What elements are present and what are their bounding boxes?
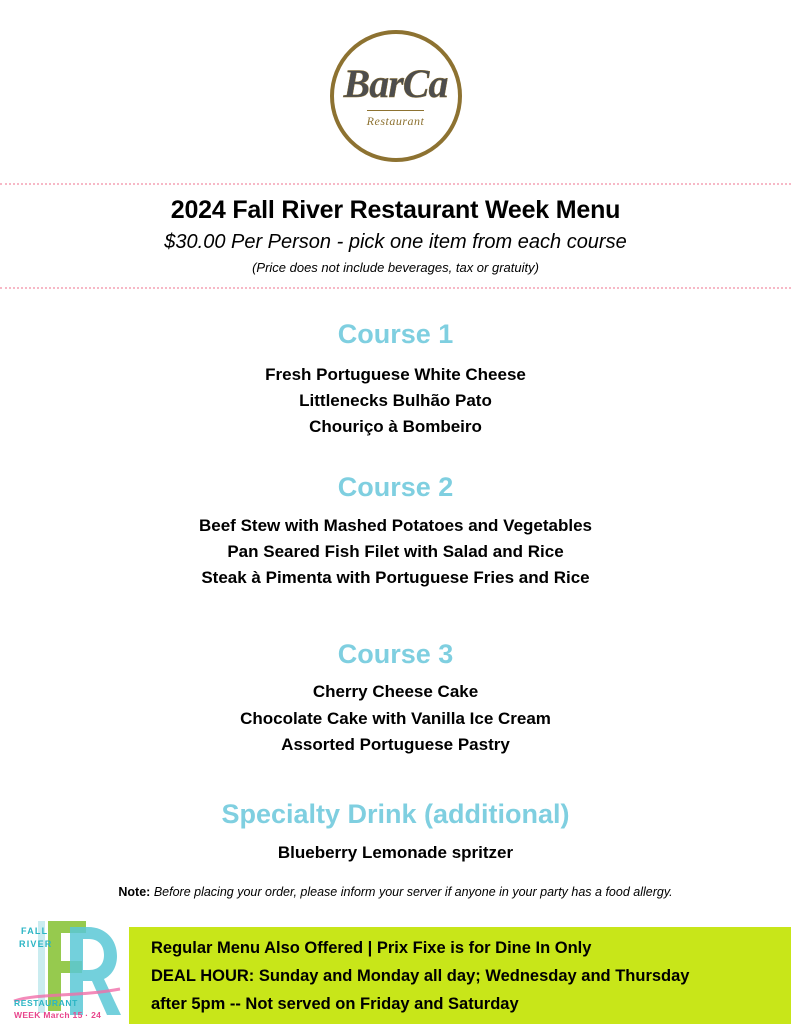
course-section-1: [0, 318, 791, 441]
course-2-title: Course 2: [337, 471, 454, 502]
menu-item: Steak à Pimenta with Portuguese Fries and Rice: [201, 568, 590, 588]
fr-logo-text-line3: RESTAURANT: [14, 998, 78, 1008]
logo-badge: [330, 30, 462, 162]
course-1-items: [0, 362, 791, 441]
restaurant-logo: [0, 26, 791, 166]
page-title: 2024 Fall River Restaurant Week Menu: [170, 196, 621, 224]
course-list: [0, 318, 791, 892]
deal-hours-banner: [129, 927, 791, 1024]
divider-top: [0, 183, 791, 185]
banner-line-2: DEAL HOUR: Sunday and Monday all day; Wednesday and Thursday: [151, 966, 690, 985]
logo-wordmark: BarCa: [343, 60, 448, 106]
divider-bottom: [0, 287, 791, 289]
menu-item: Chocolate Cake with Vanilla Ice Cream: [240, 708, 551, 728]
specialty-drink-title: Specialty Drink (additional): [221, 799, 570, 830]
allergy-note: [0, 885, 791, 899]
allergy-note-label: Note:: [118, 885, 151, 899]
course-3-items: [0, 679, 791, 758]
allergy-note-text: Before placing your order, please inform your server if anyone in your party has a food allergy.: [150, 885, 673, 899]
fr-logo-text-line4: WEEK March 15 · 24: [14, 1010, 102, 1020]
specialty-drink-items: [0, 840, 791, 866]
menu-header: [0, 196, 791, 275]
banner-line-1: Regular Menu Also Offered | Prix Fixe is for Dine In Only: [151, 939, 592, 957]
course-2-items: [0, 513, 791, 592]
menu-item: Blueberry Lemonade spritzer: [277, 843, 514, 863]
course-section-2: [0, 471, 791, 592]
fall-river-restaurant-week-logo: [8, 905, 126, 1024]
course-1-title: Course 1: [337, 319, 454, 349]
course-section-4: [0, 798, 791, 866]
menu-item: Littlenecks Bulhão Pato: [299, 391, 492, 411]
price-disclaimer: (Price does not include beverages, tax or gratuity): [252, 260, 539, 275]
menu-item: Beef Stew with Mashed Potatoes and Vegetables: [199, 515, 592, 535]
menu-item: Pan Seared Fish Filet with Salad and Rice: [227, 541, 564, 561]
fr-logo-text-line1: FALL: [21, 926, 49, 936]
course-3-title: Course 3: [337, 638, 454, 669]
menu-item: Assorted Portuguese Pastry: [281, 735, 510, 754]
menu-item: Cherry Cheese Cake: [312, 682, 479, 702]
banner-line-3: after 5pm -- Not served on Friday and Saturday: [151, 994, 519, 1013]
logo-subtitle: Restaurant: [367, 110, 425, 129]
menu-item: Fresh Portuguese White Cheese: [265, 364, 526, 384]
course-section-3: [0, 638, 791, 759]
menu-item: Chouriço à Bombeiro: [309, 417, 482, 437]
fr-logo-text-line2: RIVER: [19, 939, 53, 949]
fr-logo-graphic: [8, 905, 126, 1024]
price-line: $30.00 Per Person - pick one item from each course: [164, 231, 627, 253]
